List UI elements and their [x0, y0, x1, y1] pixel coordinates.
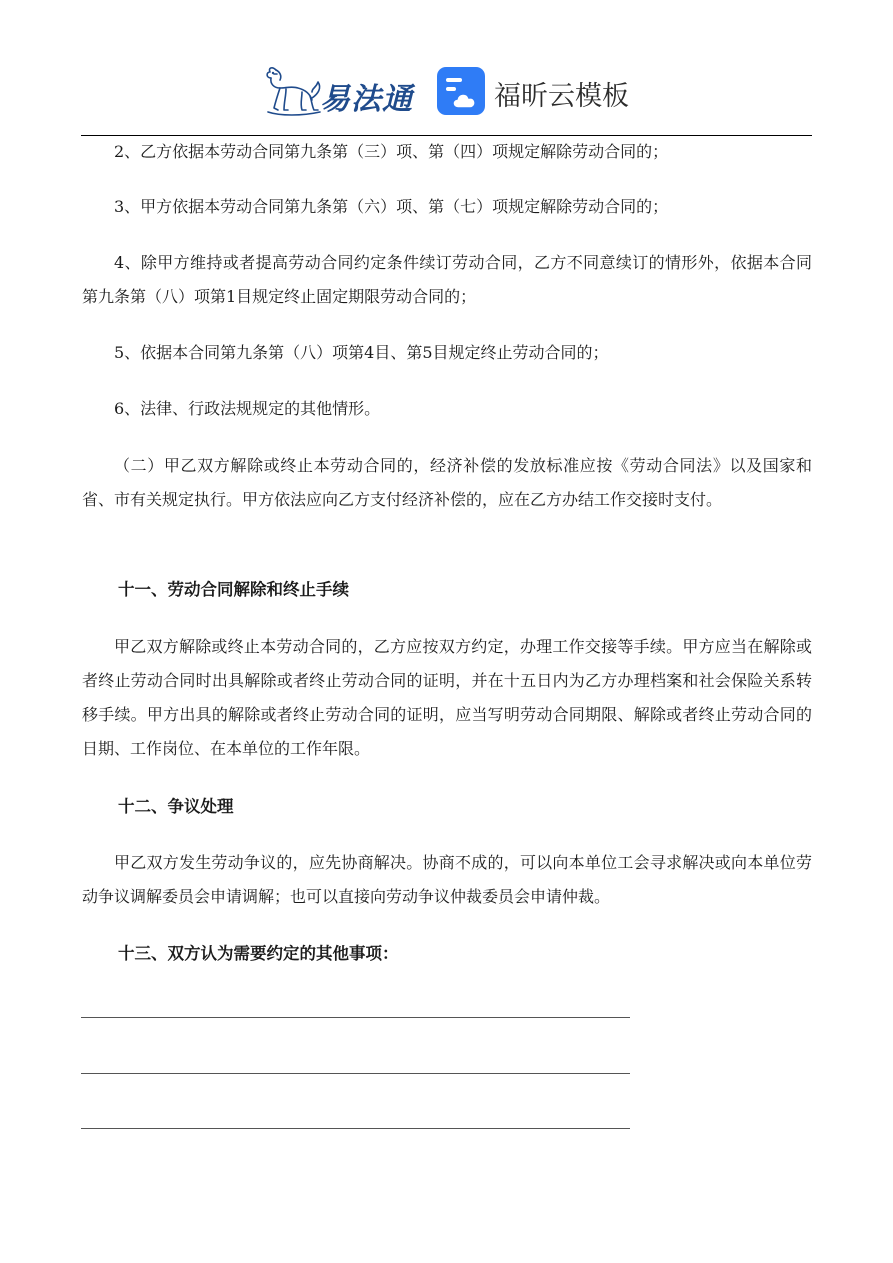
qilin-mascot-icon	[262, 62, 324, 118]
fuxin-cloud-doc-icon	[436, 66, 486, 116]
yifatong-logo	[262, 62, 414, 118]
page-header	[0, 0, 893, 136]
section-12-heading: 十二、争议处理	[118, 797, 234, 816]
fill-in-line	[81, 1017, 630, 1018]
section-13-heading: 十三、双方认为需要约定的其他事项：	[118, 944, 399, 963]
list-item-2: 2、乙方依据本劳动合同第九条第（三）项、第（四）项规定解除劳动合同的；	[114, 142, 669, 161]
section-11-heading: 十一、劳动合同解除和终止手续	[118, 580, 349, 599]
section-12-paragraph: 甲乙双方发生劳动争议的，应先协商解决。协商不成的，可以向本单位工会寻求解决或向本单位劳动争议调解委员会申请调解；也可以直接向劳动争议仲裁委员会申请仲裁。	[82, 853, 812, 906]
list-item-4: 4、除甲方维持或者提高劳动合同约定条件续订劳动合同，乙方不同意续订的情形外，依据本合同第九条第（八）项第1目规定终止固定期限劳动合同的；	[82, 253, 812, 306]
compensation-paragraph: （二）甲乙双方解除或终止本劳动合同的，经济补偿的发放标准应按《劳动合同法》以及国家和省、市有关规定执行。甲方依法应向乙方支付经济补偿的，应在乙方办结工作交接时支付。	[82, 456, 812, 509]
list-item-3: 3、甲方依据本劳动合同第九条第（六）项、第（七）项规定解除劳动合同的；	[114, 197, 669, 216]
fill-in-line	[81, 1128, 630, 1129]
yifatong-brand-text: 易法通	[320, 82, 413, 117]
list-item-5: 5、依据本合同第九条第（八）项第4目、第5目规定终止劳动合同的；	[114, 343, 609, 362]
fuxin-brand-text: 福昕云模板	[494, 81, 629, 112]
fuxin-logo	[436, 66, 646, 118]
fill-in-line	[81, 1073, 630, 1074]
list-item-6: 6、法律、行政法规规定的其他情形。	[114, 399, 381, 418]
section-11-paragraph: 甲乙双方解除或终止本劳动合同的，乙方应按双方约定，办理工作交接等手续。甲方应当在解除或者终止劳动合同时出具解除或者终止劳动合同的证明，并在十五日内为乙方办理档案和社会保险关系转移手续。甲方出具的解除或者终止劳动合同的证明，应当写明劳动合同期限、解除或者终止劳动合同的日期、工作岗位、在本单位的工作年限。	[82, 637, 812, 758]
